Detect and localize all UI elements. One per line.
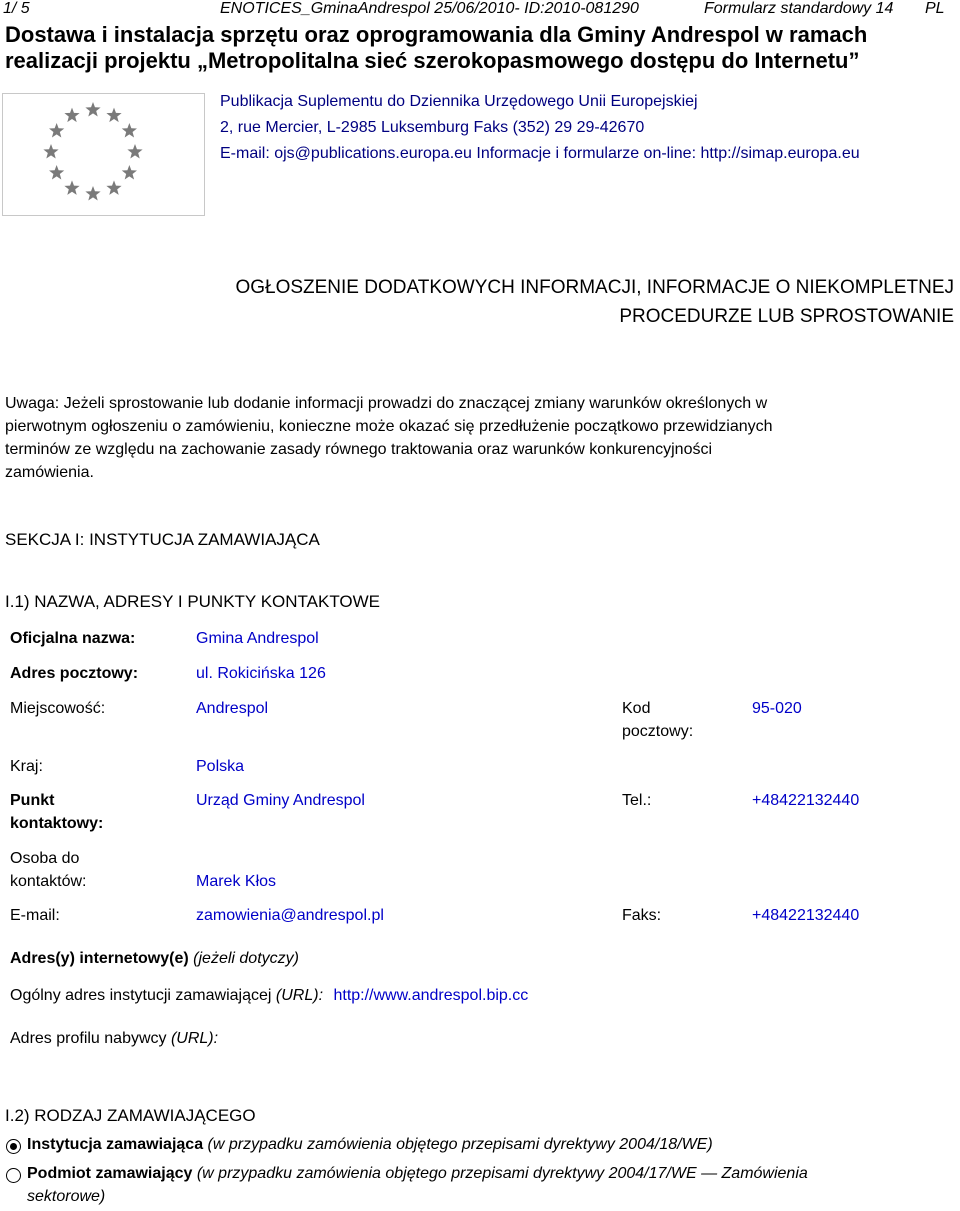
general-url-row (10, 987, 528, 1005)
option-2-note: (w przypadku zamówienia objętego przepisami dyrektywy 2004/17/WE — Zamówienia (196, 1165, 808, 1182)
language-code: PL (925, 0, 945, 17)
contact-person-label-2: kontaktów: (10, 873, 87, 890)
warning-line-1: Uwaga: Jeżeli sprostowanie lub dodanie informacji prowadzi do znaczącej zmiany warunków określonych w (5, 395, 768, 412)
buyer-profile-label-suffix: (URL): (170, 1030, 219, 1047)
eu-star (43, 144, 58, 158)
eu-star (85, 102, 100, 116)
publication-address: 2, rue Mercier, L-2985 Luksemburg Faks (352) 29 29-42670 (220, 119, 645, 136)
contact-point-label-1: Punkt (10, 792, 55, 809)
postal-address-value: ul. Rokicińska 126 (196, 665, 326, 682)
subsection-heading-1: I.1) NAZWA, ADRESY I PUNKTY KONTAKTOWE (5, 592, 381, 611)
general-url-label: Ogólny adres instytucji zamawiającej (10, 987, 272, 1004)
eu-star (106, 180, 121, 194)
warning-line-3: terminów ze względu na zachowanie zasady równego traktowania oraz warunków konkurencyjności (5, 441, 713, 458)
section-heading: SEKCJA I: INSTYTUCJA ZAMAWIAJĄCA (5, 530, 320, 549)
internet-addresses-title: Adres(y) internetowy(e) (10, 950, 189, 967)
official-name-label: Oficjalna nazwa: (10, 630, 136, 647)
country-label: Kraj: (10, 758, 43, 775)
warning-line-2: pierwotnym ogłoszeniu o zamówieniu, konieczne może okazać się przedłużenie początkowo przewidzianych (5, 418, 773, 435)
eu-star (122, 123, 137, 137)
country-value: Polska (196, 758, 245, 775)
notice-id: ENOTICES_GminaAndrespol 25/06/2010- ID:2010-081290 (220, 0, 639, 17)
postal-code-label-1: Kod (622, 700, 651, 717)
official-name-value: Gmina Andrespol (196, 630, 319, 647)
notice-heading-line-2: PROCEDURZE LUB SPROSTOWANIE (619, 306, 954, 327)
email-label: E-mail: (10, 907, 60, 924)
postal-address-label: Adres pocztowy: (10, 665, 139, 682)
option-1-label: Instytucja zamawiająca (27, 1136, 204, 1153)
postal-code-value: 95-020 (752, 700, 802, 717)
buyer-profile-label: Adres profilu nabywcy (10, 1030, 167, 1047)
warning-line-4: zamówienia. (5, 464, 94, 481)
contact-person-value: Marek Kłos (196, 873, 277, 890)
phone-label: Tel.: (622, 792, 652, 809)
option-1-note: (w przypadku zamówienia objętego przepisami dyrektywy 2004/18/WE) (207, 1136, 713, 1153)
option-contracting-entity (27, 1165, 808, 1183)
eu-star (49, 165, 64, 179)
phone-value: +48422132440 (752, 792, 860, 809)
eu-star (64, 180, 79, 194)
fax-value: +48422132440 (752, 907, 860, 924)
publication-line-1: Publikacja Suplementu do Dziennika Urzędowego Unii Europejskiej (220, 93, 698, 110)
subsection-heading-2: I.2) RODZAJ ZAMAWIAJĄCEGO (5, 1106, 256, 1125)
email-value[interactable]: zamowienia@andrespol.pl (196, 907, 384, 924)
eu-flag-icon (2, 93, 205, 216)
option-2-label: Podmiot zamawiający (27, 1165, 193, 1182)
internet-addresses-heading (10, 950, 299, 968)
eu-star (106, 108, 121, 122)
general-url-label-suffix: (URL): (275, 987, 324, 1004)
fax-label: Faks: (622, 907, 662, 924)
option-contracting-authority (27, 1136, 713, 1154)
city-label: Miejscowość: (10, 700, 106, 717)
contact-point-value: Urząd Gminy Andrespol (196, 792, 365, 809)
contact-person-label-1: Osoba do (10, 850, 80, 867)
eu-star (127, 144, 142, 158)
option-2-note-cont: sektorowe) (27, 1188, 106, 1205)
notice-title-line-2: realizacji projektu „Metropolitalna sieć szerokopasmowego dostępu do Internetu” (5, 48, 860, 73)
eu-star (64, 108, 79, 122)
radio-contracting-entity[interactable] (6, 1168, 21, 1183)
radio-contracting-authority[interactable] (6, 1139, 21, 1154)
buyer-profile-row (10, 1030, 218, 1048)
postal-code-label-2: pocztowy: (622, 723, 694, 740)
form-name: Formularz standardowy 14 (704, 0, 894, 17)
eu-star (49, 123, 64, 137)
internet-addresses-note: (jeżeli dotyczy) (193, 950, 299, 967)
page-number: 1/ 5 (3, 0, 30, 17)
notice-title-line-1: Dostawa i instalacja sprzętu oraz oprogramowania dla Gminy Andrespol w ramach (5, 22, 868, 47)
eu-star (85, 186, 100, 200)
contact-point-label-2: kontaktowy: (10, 815, 104, 832)
city-value: Andrespol (196, 700, 269, 717)
notice-heading-line-1: OGŁOSZENIE DODATKOWYCH INFORMACJI, INFORMACJE O NIEKOMPLETNEJ (235, 277, 954, 298)
publication-contact: E-mail: ojs@publications.europa.eu Informacje i formularze on-line: http://simap.europa.eu (220, 145, 860, 162)
general-url-link[interactable]: http://www.andrespol.bip.cc (333, 987, 529, 1004)
eu-star (122, 165, 137, 179)
